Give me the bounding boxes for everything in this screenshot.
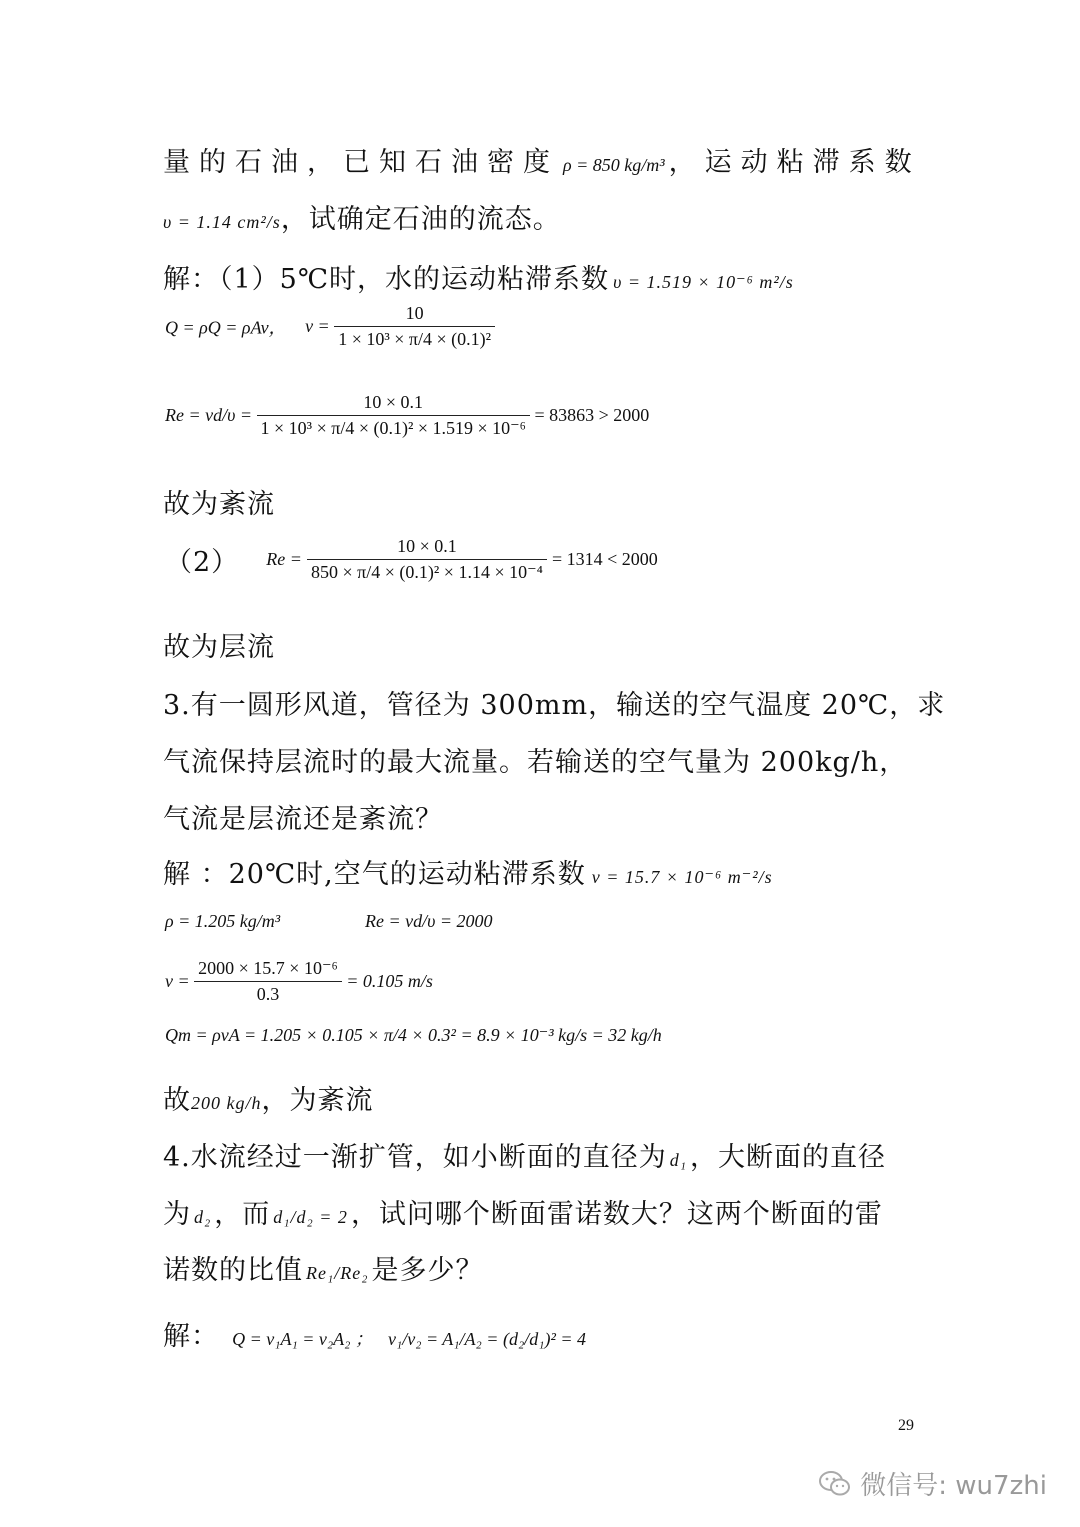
problem-4-line-1 xyxy=(163,1135,886,1174)
solution-4-line xyxy=(163,1314,586,1353)
solution-3-intro-line xyxy=(163,852,773,891)
problem-4-line2-b: ，而 xyxy=(214,1199,271,1230)
velocity-denominator: 1 × 10³ × π/4 × (0.1)² xyxy=(338,329,492,349)
solution-4-intro: 解： xyxy=(163,1321,219,1352)
oil-paragraph-line-2 xyxy=(163,197,561,236)
air-viscosity-value: ν = 15.7 × 10⁻⁶ m⁻²/s xyxy=(591,867,773,887)
flow-rate-equation: Q = ρQ = ρAv， xyxy=(165,317,287,338)
problem-4-line3-a: 诺数的比值 xyxy=(163,1255,303,1286)
continuity-equation: Q = v₁A₁ = v₂A₂ ； xyxy=(232,1329,373,1349)
wechat-icon xyxy=(818,1470,852,1498)
critical-reynolds: Re = vd/υ = 2000 xyxy=(365,911,493,931)
page-number: 29 xyxy=(898,1417,914,1434)
air-density: ρ = 1.205 kg/m³ xyxy=(165,911,281,931)
oil-line1-tail: ，运动粘滞系数 xyxy=(668,147,921,178)
problem-3-line-1: 3.有一圆形风道，管径为 300mm，输送的空气温度 20℃，求 xyxy=(163,690,946,721)
oil-viscosity-formula: υ = 1.14 cm²/s xyxy=(163,212,281,232)
solution-1-flow-equation xyxy=(165,303,495,350)
velocity-ratio-equation: v₁/v₂ = A₁/A₂ = (d₂/d₁)² = 4 xyxy=(387,1329,587,1349)
reynolds-fraction xyxy=(257,392,530,439)
solution-1-conclusion: 故为紊流 xyxy=(163,489,275,520)
problem-4-line2-c: ，试问哪个断面雷诺数大？这两个断面的雷 xyxy=(350,1199,883,1230)
oil-line2-text: ，试确定石油的流态。 xyxy=(280,204,561,235)
solution-1-reynolds-equation xyxy=(165,392,649,439)
critical-velocity-lhs: v = xyxy=(165,971,190,991)
reynolds-ratio: Re₁/Re₂ xyxy=(306,1263,369,1283)
solution-3-intro: 解 ：20℃时,空气的运动粘滞系数 xyxy=(163,859,586,890)
problem-4-line-2 xyxy=(163,1192,883,1231)
reynolds-2-numerator: 10 × 0.1 xyxy=(307,536,547,560)
velocity-fraction xyxy=(334,303,495,350)
water-viscosity-value: υ = 1.519 × 10⁻⁶ m²/s xyxy=(613,272,794,292)
reynolds-numerator: 10 × 0.1 xyxy=(257,392,530,416)
diameter-ratio: d₁/d₂ = 2 xyxy=(273,1207,348,1227)
problem-4-line2-a: 为 xyxy=(163,1199,191,1230)
conclusion-prefix: 故 xyxy=(163,1085,191,1116)
reynolds-2-lhs: Re = xyxy=(266,549,302,569)
oil-paragraph-line-1 xyxy=(163,140,921,179)
problem-4-line-3 xyxy=(163,1248,484,1287)
reynolds-denominator: 1 × 10³ × π/4 × (0.1)² × 1.519 × 10⁻⁶ xyxy=(260,418,526,438)
problem-4-line1-b: ，大断面的直径 xyxy=(690,1142,887,1173)
solution-2-label: （2） xyxy=(165,547,240,578)
solution-3-conclusion xyxy=(163,1078,374,1117)
problem-3-line-3: 气流是层流还是紊流？ xyxy=(163,804,443,835)
solution-1-intro-line xyxy=(163,257,794,296)
critical-velocity-result: = 0.105 m/s xyxy=(346,971,433,991)
reynolds-2-result: = 1314 < 2000 xyxy=(551,549,658,569)
small-diameter-symbol: d₁ xyxy=(669,1150,688,1170)
problem-4-line3-b: 是多少？ xyxy=(371,1255,484,1286)
velocity-lhs: v = xyxy=(305,316,330,336)
oil-density-formula: ρ = 850 kg/m³ xyxy=(563,155,665,175)
reynolds-2-fraction xyxy=(307,536,547,583)
conclusion-flow-value: 200 kg/h xyxy=(191,1093,262,1113)
reynolds-lhs: Re = vd/υ = xyxy=(165,405,253,425)
problem-3-line-2: 气流保持层流时的最大流量。若输送的空气量为 200kg/h， xyxy=(163,747,908,778)
wechat-watermark xyxy=(818,1465,1047,1502)
oil-line1-text: 量的石油，已知石油密度 xyxy=(163,147,559,178)
solution-2-conclusion: 故为层流 xyxy=(163,632,275,663)
reynolds-2-denominator: 850 × π/4 × (0.1)² × 1.14 × 10⁻⁴ xyxy=(311,562,543,582)
solution-2-equation-line xyxy=(165,536,658,583)
problem-4-line1-a: 4.水流经过一渐扩管，如小断面的直径为 xyxy=(163,1142,667,1173)
reynolds-result: = 83863 > 2000 xyxy=(534,405,650,425)
critical-velocity-fraction xyxy=(194,958,342,1005)
solution-1-intro: 解：（1）5℃时，水的运动粘滞系数 xyxy=(163,264,610,295)
critical-velocity-denominator: 0.3 xyxy=(256,984,280,1004)
velocity-numerator: 10 xyxy=(334,303,495,327)
large-diameter-symbol: d₂ xyxy=(194,1207,212,1227)
watermark-text: 微信号: wu7zhi xyxy=(860,1471,1047,1501)
critical-velocity-numerator: 2000 × 15.7 × 10⁻⁶ xyxy=(194,958,342,982)
critical-velocity-equation xyxy=(165,958,433,1005)
conclusion-suffix: ，为紊流 xyxy=(261,1085,374,1116)
mass-flow-equation: Qm = ρvA = 1.205 × 0.105 × π/4 × 0.3² = 8.9 × 10⁻³ kg/s = 32 kg/h xyxy=(165,1025,662,1045)
